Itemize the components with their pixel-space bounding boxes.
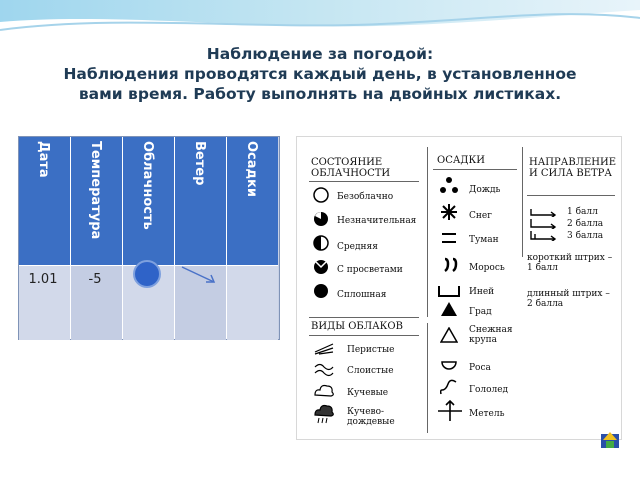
header-cloudiness: Облачность: [123, 137, 174, 265]
cloud-state-heading: СОСТОЯНИЕ ОБЛАЧНОСТИ: [311, 157, 391, 179]
wind-heading: НАПРАВЛЕНИЕ И СИЛА ВЕТРА: [529, 157, 617, 179]
wind-2-icon: [529, 219, 559, 229]
fog-icon: [441, 231, 457, 245]
hail-icon: [440, 301, 458, 317]
blizzard-icon: [437, 399, 463, 423]
cell-temperature[interactable]: -5: [71, 265, 122, 340]
wind-force-1: 1 балл: [567, 207, 598, 217]
precipitation-heading: ОСАДКИ: [437, 155, 486, 166]
precip-frost: Иней: [469, 287, 495, 297]
wind-note-short: короткий штрих – 1 балл: [527, 253, 613, 273]
column-precipitation: [227, 137, 279, 339]
cloud-state-overcast: Сплошная: [337, 290, 387, 300]
broken-clouds-icon: [313, 259, 329, 275]
precip-snow: Снег: [469, 211, 492, 221]
precip-blizzard: Метель: [469, 409, 505, 419]
precip-fog: Туман: [469, 235, 499, 245]
cloud-state-medium: Средняя: [337, 242, 378, 252]
wind-arrow-icon: [180, 264, 220, 288]
precip-rain: Дождь: [469, 185, 501, 195]
header-temperature: Температура: [71, 137, 122, 265]
cloud-type-stratus: Слоистые: [347, 366, 394, 376]
precip-dew: Роса: [469, 363, 491, 373]
cloud-state-minor: Незначительная: [337, 216, 417, 226]
rain-icon: [437, 175, 461, 195]
overcast-icon: [313, 283, 329, 299]
column-temperature: [71, 137, 123, 339]
cloud-type-cirrus: Перистые: [347, 345, 395, 355]
weather-symbols-legend: [296, 136, 622, 440]
cloud-state-clear: Безоблачно: [337, 192, 394, 202]
drizzle-icon: [441, 257, 459, 273]
cumulonimbus-icon: [313, 403, 335, 425]
snow-icon: [440, 203, 458, 221]
frost-icon: [437, 285, 461, 297]
title-line-3: вами время. Работу выполнять на двойных листиках.: [78, 85, 562, 103]
overcast-cloud-icon: [133, 260, 161, 288]
medium-clouds-icon: [313, 235, 329, 251]
clear-sky-icon: [313, 187, 329, 203]
title-line-1: Наблюдение за погодой:: [206, 45, 434, 63]
column-cloudiness: [123, 137, 175, 339]
wind-3-icon: [529, 231, 559, 241]
stratus-icon: [313, 361, 335, 377]
header-precipitation: Осадки: [227, 137, 278, 265]
wind-force-3: 3 балла: [567, 231, 604, 241]
header-wind: Ветер: [175, 137, 226, 265]
precip-drizzle: Морось: [469, 263, 505, 273]
page-title: [0, 44, 640, 104]
cell-precipitation[interactable]: [227, 265, 278, 340]
snow-pellets-icon: [440, 327, 458, 343]
precip-snow-pellets: Снежная крупа: [469, 325, 513, 345]
cloud-types-heading: ВИДЫ ОБЛАКОВ: [311, 321, 403, 332]
wind-1-icon: [529, 207, 559, 217]
cirrus-icon: [313, 340, 335, 356]
wind-note-long: длинный штрих – 2 балла: [527, 289, 610, 309]
precip-hail: Град: [469, 307, 492, 317]
precip-glaze: Гололед: [469, 385, 509, 395]
minor-clouds-icon: [313, 211, 329, 227]
cloud-type-cumulus: Кучевые: [347, 388, 389, 398]
header-date: Дата: [19, 137, 70, 265]
title-line-2: Наблюдения проводятся каждый день, в установленное: [63, 65, 577, 83]
column-wind: [175, 137, 227, 339]
glaze-ice-icon: [440, 379, 460, 397]
column-date: [19, 137, 71, 339]
observation-table: [18, 136, 280, 340]
cloud-type-cumulonimbus: Кучево- дождевые: [347, 407, 395, 427]
dew-icon: [440, 359, 458, 373]
cumulus-icon: [313, 381, 335, 399]
wind-force-2: 2 балла: [567, 219, 604, 229]
cloud-state-broken: С просветами: [337, 265, 403, 275]
cell-date[interactable]: 1.01: [19, 265, 70, 340]
navigation-icon[interactable]: [600, 430, 620, 450]
